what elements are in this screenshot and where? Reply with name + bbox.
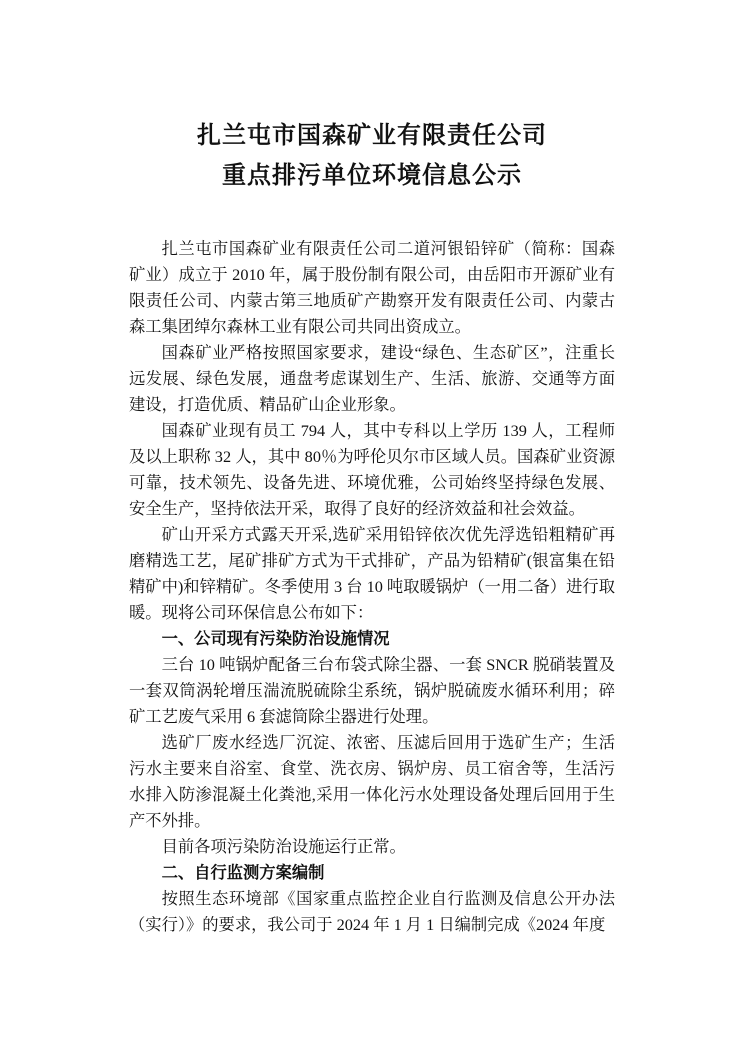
paragraph-mining-method: 矿山开采方式露天开采,选矿采用铅锌依次优先浮选铅粗精矿再磨精选工艺，尾矿排矿方式为干式排矿，产品为铅精矿(银富集在铅精矿中)和锌精矿。冬季使用 3 台 10 吨取暖锅炉（一用二备）进行取暖。现将公司环保信息公布如下：: [129, 525, 615, 622]
paragraph-wastewater-treatment: 选矿厂废水经选厂沉淀、浓密、压滤后回用于选矿生产；生活污水主要来自浴室、食堂、洗衣房、锅炉房、员工宿舍等，生活污水排入防渗混凝土化粪池,采用一体化污水处理设备处理后回用于生产不外排。: [129, 733, 615, 830]
paragraph-staff-resources: 国森矿业现有员工 794 人，其中专科以上学历 139 人，工程师及以上职称 32 人，其中 80％为呼伦贝尔市区域人员。国森矿业资源可靠，技术领先、设备先进、环境优雅，公司始终坚持绿色发展、安全生产，坚持依法开采，取得了良好的经济效益和社会效益。: [129, 421, 615, 518]
paragraph-boiler-gas-treatment: 三台 10 吨锅炉配备三台布袋式除尘器、一套 SNCR 脱硝装置及一套双筒涡轮增压湍流脱硫除尘系统，锅炉脱硫废水循环利用；碎矿工艺废气采用 6 套滤筒除尘器进行处理。: [129, 655, 615, 726]
document-title: [129, 116, 615, 196]
section-heading-pollution-control-facilities: 一、公司现有污染防治设施情况: [161, 629, 390, 648]
paragraph-facilities-status: 目前各项污染防治设施运行正常。: [161, 837, 406, 856]
paragraph-monitoring-plan-compilation: 按照生态环境部《国家重点监控企业自行监测及信息公开办法（实行）》的要求，我公司于 2024 年 1 月 1 日编制完成《2024 年度: [129, 889, 615, 934]
document-body: [129, 236, 615, 938]
document-title-line-2: 重点排污单位环境信息公示: [222, 163, 522, 189]
section-heading-self-monitoring-plan: 二、自行监测方案编制: [161, 863, 325, 882]
paragraph-green-mine: 国森矿业严格按照国家要求，建设“绿色、生态矿区”，注重长远发展、绿色发展，通盘考虑谋划生产、生活、旅游、交通等方面建设，打造优质、精品矿山企业形象。: [129, 343, 615, 414]
document-title-line-1: 扎兰屯市国森矿业有限责任公司: [197, 123, 547, 149]
paragraph-company-intro: 扎兰屯市国森矿业有限责任公司二道河银铅锌矿（简称：国森矿业）成立于 2010 年，属于股份制有限公司，由岳阳市开源矿业有限责任公司、内蒙古第三地质矿产勘察开发有限责任公司、内蒙古森工集团绰尔森林工业有限公司共同出资成立。: [129, 239, 615, 336]
